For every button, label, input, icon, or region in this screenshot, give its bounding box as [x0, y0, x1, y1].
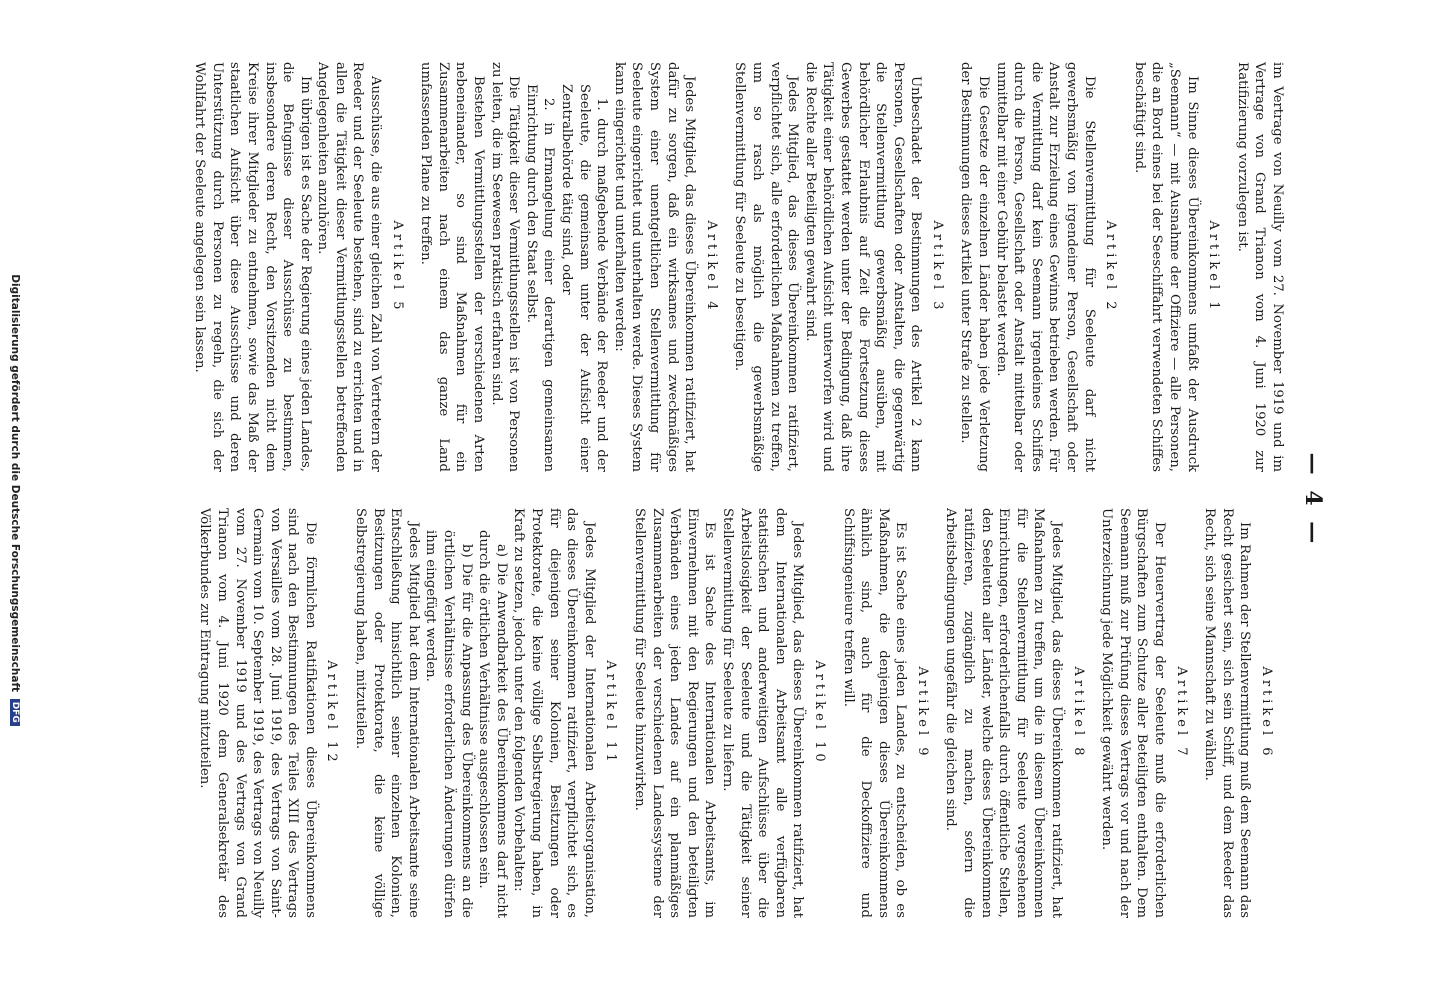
article-8-heading: Artikel 8 [1070, 666, 1086, 760]
article-3-paragraph-1: Unbeschadet der Bestimmungen des Artikel 2 kann Personen, Gesellschaften oder Anstalten, die gegenwärtig die Stellenvermittlung gewerbsmäßig ausüben, mit behördlicher Erlaubnis auf Zeit die Fortsetzung dieses Gewerbes gestattet werden unter der Bedingung, daß ihre Tätigkeit einer behördlichen Aufsicht unterworfen wird und die Rechte aller Beteiligten gewahrt sind. [802, 62, 924, 472]
article-2-heading: Artikel 2 [1103, 220, 1119, 314]
article-3-paragraph-2: Jedes Mitglied, das dieses Übereinkommen ratifiziert, verpflichtet sich, alle erforderlichen Maßnahmen zu treffen, um so rasch als möglich die gewerbsmäßige Stellenvermittlung für Seeleute zu beseitigen. [732, 62, 801, 472]
footer-text: Digitalisierung gefördert durch die Deutsche Forschungsgemeinschaft [9, 274, 21, 693]
right-column [106, 508, 1286, 918]
article-1-text: Im Sinne dieses Übereinkommens umfaßt der Ausdruck „Seemann“ — mit Ausnahme der Offiziere — alle Personen, die an Bord eines bei der Seeschiffahrt verwendeten Schiffes beschäftigt sind. [1131, 62, 1200, 472]
article-7-heading: Artikel 7 [1173, 666, 1189, 760]
page-number: — 4 — [1300, 452, 1326, 548]
article-10-heading: Artikel 10 [811, 660, 827, 766]
article-12-heading: Artikel 12 [324, 660, 340, 766]
article-11-paragraph-1: Jedes Mitglied der Internationalen Arbeitsorganisation, das dieses Übereinkommen ratifiziert, verpflichtet sich, es für diejenigen seiner Kolonien, Besitzungen oder Protektorate, die keine völlige Selbstregierung haben, in Kraft zu setzen, jedoch unter den folgenden Vorbehalten: [511, 508, 597, 918]
article-9-text: Es ist Sache eines jeden Landes, zu entscheiden, ob es Maßnahmen, die denjenigen dieses Übereinkommens ähnlich sind, auch für die Deckoffiziere und Schiffsingenieure treffen will. [840, 508, 909, 918]
article-1-heading: Artikel 1 [1206, 220, 1222, 314]
article-5-paragraph-1: Ausschüsse, die aus einer gleichen Zahl von Vertretern der Reeder und der Seeleute bestehen, sind zu errichten und in allen die Tätigkeit dieser Vermittlungsstellen betreffenden Angelegenheiten anzuhören. [315, 62, 384, 472]
article-7-text: Der Heuervertrag der Seeleute muß die erforderlichen Bürgschaften zum Schutze aller Beteiligten enthalten. Dem Seemann muß zur Prüfung dieses Vertrags vor und nach der Unterzeichnung jede Möglichkeit gewährt werden. [1099, 508, 1168, 918]
article-5-paragraph-2: Im übrigen ist es Sache der Regierung eines jeden Landes, die Befugnisse dieser Ausschüsse zu bestimmen, insbesondere deren Recht, den Vorsitzenden nicht dem Kreise ihrer Mitglieder zu entnehmen, sowie das Maß der staatlichen Aufsicht über diese Ausschüsse und deren Unterstützung durch Personen zu regeln, die sich der Wohlfahrt der Seeleute angelegen sein lassen. [192, 62, 313, 472]
article-6-text: Im Rahmen der Stellenvermittlung muß dem Seemann das Recht gesichert sein, sich sein Schiff, und dem Reeder das Recht, sich seine Mannschaft zu wählen. [1202, 508, 1253, 918]
article-4-paragraph-1: Jedes Mitglied, das dieses Übereinkommen ratifiziert, hat dafür zu sorgen, daß ein wirksames und zweckmäßiges System einer unentgeltlichen Stellenvermittlung für Seeleute eingerichtet und unterhalten werde. Dieses System kann eingerichtet und unterhalten werden: [611, 62, 698, 472]
article-11-paragraph-2: Jedes Mitglied hat dem Internationalen Arbeitsamte seine Entschließung hinsichtlich seiner einzelnen Kolonien, Besitzungen oder Protektorate, die keine völlige Selbstregierung haben, mitzuteilen. [353, 508, 421, 918]
article-2-paragraph-2: Die Gesetze der einzelnen Länder haben jede Verletzung der Bestimmungen dieses Artikel unter Strafe zu stellen. [958, 62, 992, 472]
intro-text: im Vertrage von Neuilly vom 27. November 1919 und im Vertrage von Grand Trianon vom 4. Juni 1920 zur Ratifizierung vorzulegen ist. [1234, 62, 1285, 472]
article-11-item-b: b) Die für die Anpassung des Übereinkommens an die örtlichen Verhältnisse erforderlichen Änderungen dürfen ihm eingefügt werden. [423, 530, 474, 918]
article-5-heading: Artikel 5 [389, 220, 405, 314]
dfg-logo: DFG [10, 699, 20, 726]
article-8-text: Jedes Mitglied, das dieses Übereinkommen ratifiziert, hat Maßnahmen zu treffen, um die in diesem Übereinkommen für die Stellenvermittlung für Seeleute vorgesehenen Einrichtungen, erforderlichenfalls durch öffentliche Stellen, den Seeleuten aller Länder, welche dieses Übereinkommen ratifizieren, zugänglich zu machen, sofern die Arbeitsbedingungen ungefähr die gleichen sind. [943, 508, 1065, 918]
article-3-heading: Artikel 3 [929, 220, 945, 314]
article-12-text: Die förmlichen Ratifikationen dieses Übereinkommens sind nach den Bestimmungen des Teiles XIII des Vertrags von Versailles vom 28. Juni 1919, des Vertrags von Saint-Germain vom 10. September 1919, des Vertrags von Neuilly vom 27. November 1919 und des Vertrags von Grand Trianon vom 4. Juni 1920 dem Generalsekretär des Völkerbundes zur Eintragung mitzuteilen. [197, 508, 318, 918]
article-4-paragraph-2: Die Tätigkeit dieser Vermittlungsstellen ist von Personen zu leiten, die im Seewesen praktisch erfahren sind. [488, 62, 522, 472]
article-4-list-item-2: 2. in Ermangelung einer derartigen gemeinsamen Einrichtung durch den Staat selbst. [523, 84, 557, 472]
article-2-paragraph-1: Die Stellenvermittlung für Seeleute darf nicht gewerbsmäßig von irgendeiner Person, Gesellschaft oder Anstalt zur Erzielung eines Gewinns betrieben werden. Für die Vermittlung darf kein Seemann irgendeines Schiffes durch die Person, Gesellschaft oder Anstalt mittelbar oder unmittelbar mit einer Gebühr belastet werden. [993, 62, 1097, 472]
article-4-list-item-1: 1. durch maßgebende Verbände der Reeder und der Seeleute, die gemeinsam unter der Aufsicht einer Zentralbehörde tätig sind, oder [559, 84, 610, 472]
article-6-heading: Artikel 6 [1259, 666, 1274, 760]
article-10-paragraph-2: Es ist Sache des Internationalen Arbeitsamts, im Einvernehmen mit den Regierungen und den beteiligten Verbänden eines jeden Landes auf ein planmäßiges Zusammenarbeiten der verschiedenen Landessysteme der Stellenvermittlung für Seeleute hinzuwirken. [632, 508, 718, 918]
article-4-heading: Artikel 4 [703, 220, 719, 314]
article-4-paragraph-3: Bestehen Vermittlungsstellen der verschiedenen Arten nebeneinander, so sind Maßnahmen für ein Zusammenarbeiten nach einem das ganze Land umfassenden Plane zu treffen. [418, 62, 487, 472]
digitization-footer [9, 0, 21, 1000]
article-9-heading: Artikel 9 [914, 666, 930, 760]
article-10-paragraph-1: Jedes Mitglied, das dieses Übereinkommen ratifiziert, hat dem Internationalen Arbeitsamt alle verfügbaren statistischen und anderweitigen Aufschlüsse über die Arbeitslosigkeit der Seeleute und die Tätigkeit seiner Stellenvermittlung für Seeleute zu liefern. [719, 508, 806, 918]
article-11-heading: Artikel 11 [603, 660, 619, 766]
article-11-item-a: a) Die Anwendbarkeit des Übereinkommens darf nicht durch die örtlichen Verhältnisse ausgeschlossen sein. [476, 530, 509, 918]
left-column [106, 62, 1286, 472]
